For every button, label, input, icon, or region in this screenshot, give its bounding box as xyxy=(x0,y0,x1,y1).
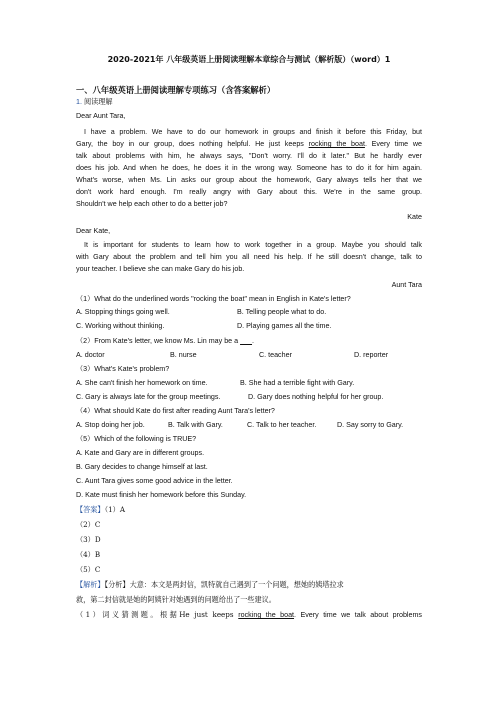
letter1-line: talk about problems with him, he always says, "Don't worry. I'll do it later." But he hardly ever xyxy=(76,152,422,160)
q5-option-c: C. Aunt Tara gives some good advice in the letter. xyxy=(76,477,233,485)
q2-blank: ___ xyxy=(240,337,252,345)
letter1-signature: Kate xyxy=(407,213,422,221)
document-title: 2020-2021年 八年级英语上册阅读理解本章综合与测试（解析版）（word）1 xyxy=(107,55,391,64)
q1-option-b: B. Telling people what to do. xyxy=(237,308,327,316)
q4-option-a: A. Stop doing her job. xyxy=(76,421,145,429)
letter1-line: I have a problem. We have to do our homework in groups and finish it before this Friday, but xyxy=(84,128,422,136)
answer-2: （2）C xyxy=(76,520,101,529)
letter2-line: It is important for students to learn how to work together in a group. Maybe you should talk xyxy=(84,241,422,249)
letter2-line: with Gary about the problem and tell him you all need his help. If he still doesn't change, talk to xyxy=(76,253,422,261)
analysis-line xyxy=(76,580,422,589)
letter1-line: What's worse, when Ms. Lin asks our group about the homework, Gary always tells her that we xyxy=(76,176,422,184)
letter2-line: your teacher. I believe she can make Gary do his job. xyxy=(76,265,245,273)
question-1-stem: （1）What do the underlined words "rocking the boat" mean in English in Kate's letter? xyxy=(76,295,351,303)
analysis-line: 救，第二封信就是她的阿姨针对她遇到的问题给出了一些建议。 xyxy=(76,595,276,604)
letter1-line: don't work hard enough. I'm really angry with Gary about this. We're in the same group. xyxy=(76,188,422,196)
answer-4: （4）B xyxy=(76,550,101,559)
q2-option-c: C. teacher xyxy=(259,351,292,359)
answer-1: （1）A xyxy=(104,505,125,514)
answer-line xyxy=(76,505,422,514)
q4-option-b: B. Talk with Gary. xyxy=(168,421,223,429)
letter1-line xyxy=(76,140,422,149)
q3-option-c: C. Gary is always late for the group meetings. xyxy=(76,393,221,401)
q2-option-d: D. reporter xyxy=(354,351,389,359)
q5-option-a: A. Kate and Gary are in different groups. xyxy=(76,449,205,457)
answer-label: 【答案】 xyxy=(76,505,105,514)
section-heading: 一、八年级英语上册阅读理解专项练习（含答案解析） xyxy=(76,85,276,95)
letter1-line: does his job. And when he does, he does it in the wrong way. Someone has to do it for him again. xyxy=(76,164,422,172)
q1-option-c: C. Working without thinking. xyxy=(76,322,165,330)
q2-stem-end: . xyxy=(252,337,254,345)
question-4-stem: （4）What should Kate do first after reading Aunt Tara's letter? xyxy=(76,407,275,415)
q2-stem-text: （2）From Kate's letter, we know Ms. Lin may be a xyxy=(76,337,239,345)
analysis-text: 【分析】大意：本文是两封信，凯特就自己遇到了一个问题，想她的姨塔拉求 xyxy=(104,580,344,589)
question-header xyxy=(76,97,422,107)
question-5-stem: （5）Which of the following is TRUE? xyxy=(76,435,197,443)
answer-5: （5）C xyxy=(76,565,101,574)
q5-option-d: D. Kate must finish her homework before this Sunday. xyxy=(76,491,247,499)
analysis-text: （1）词义猜测题。根据He just keeps xyxy=(76,610,239,619)
q3-option-d: D. Gary does nothing helpful for her group. xyxy=(248,393,384,401)
question-3-stem: （3）What's Kate's problem? xyxy=(76,365,170,373)
q4-option-d: D. Say sorry to Gary. xyxy=(337,421,404,429)
q5-option-b: B. Gary decides to change himself at last. xyxy=(76,463,208,471)
underlined-phrase: rocking the boat xyxy=(238,611,295,619)
q2-option-a: A. doctor xyxy=(76,351,105,359)
letter2-greeting: Dear Kate, xyxy=(76,227,111,235)
q1-option-d: D. Playing games all the time. xyxy=(237,322,332,330)
q2-option-b: B. nurse xyxy=(170,351,197,359)
question-type: 阅读理解 xyxy=(83,97,113,106)
analysis-line xyxy=(76,610,422,620)
letter1-text: . Every time we xyxy=(364,140,422,148)
question-number: 1. xyxy=(76,98,82,106)
q4-option-c: C. Talk to her teacher. xyxy=(247,421,317,429)
letter2-signature: Aunt Tara xyxy=(391,281,422,289)
analysis-text: . Every time we talk about problems xyxy=(294,611,422,619)
letter1-text: Gary, the boy in our group, does nothing helpful. He just keeps xyxy=(76,140,309,148)
question-2-stem xyxy=(76,337,422,346)
answer-3: （3）D xyxy=(76,535,101,544)
q3-option-b: B. She had a terrible fight with Gary. xyxy=(240,379,355,387)
analysis-label: 【解析】 xyxy=(76,580,105,589)
letter1-greeting: Dear Aunt Tara, xyxy=(76,112,126,120)
q1-option-a: A. Stopping things going well. xyxy=(76,308,170,316)
q3-option-a: A. She can't finish her homework on time. xyxy=(76,379,208,387)
underlined-phrase: rocking the boat xyxy=(308,140,365,148)
letter1-line: Shouldn't we help each other to do a better job? xyxy=(76,200,228,208)
